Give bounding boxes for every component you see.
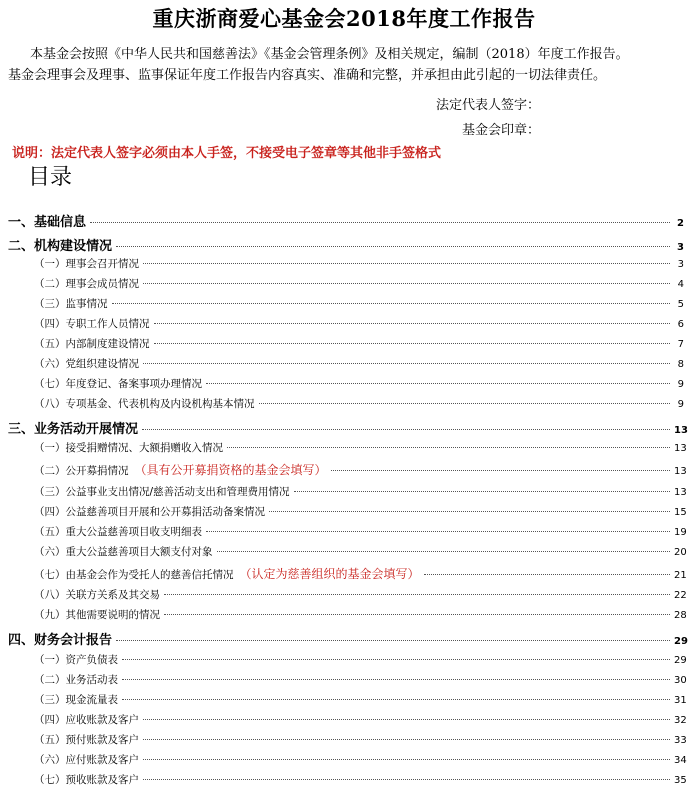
toc-leader-dots — [217, 551, 671, 552]
toc-leader-dots — [143, 759, 670, 760]
toc-entry-label — [0, 629, 112, 648]
toc-title: 目录 — [28, 165, 73, 190]
toc-entry-text: （六）应付账款及客户 — [34, 754, 139, 766]
toc-page-number: 4 — [677, 279, 684, 290]
toc-entry-label — [0, 235, 112, 254]
legal-rep-signature-label: 法定代表人签字： — [436, 98, 541, 113]
toc-entry-text: （八）关联方关系及其交易 — [34, 589, 160, 601]
toc-leader-dots — [143, 283, 670, 284]
toc-entry-text: （七）年度登记、备案事项办理情况 — [34, 378, 202, 390]
toc-subsection-entry[interactable] — [0, 544, 688, 559]
toc-leader-dots — [122, 659, 670, 660]
toc-entry-label — [0, 336, 150, 351]
toc-entry-label — [0, 376, 202, 391]
toc-subsection-entry[interactable] — [0, 732, 688, 747]
toc-leader-dots — [294, 491, 670, 492]
toc-entry-label — [0, 484, 290, 499]
toc-leader-dots — [143, 263, 670, 264]
toc-page-number: 13 — [674, 443, 687, 454]
toc-leader-dots — [206, 531, 670, 532]
toc-entry-label — [0, 607, 160, 622]
toc-entry-note: （认定为慈善组织的基金会填写） — [239, 567, 420, 581]
toc-leader-dots — [122, 699, 670, 700]
toc-page-number: 34 — [674, 755, 687, 766]
toc-page-number: 6 — [677, 319, 684, 330]
toc-leader-dots — [331, 470, 670, 471]
toc-entry-label — [0, 652, 118, 667]
toc-entry-text: 三、业务活动开展情况 — [8, 422, 139, 437]
toc-subsection-entry[interactable] — [0, 565, 688, 582]
report-title: 重庆浙商爱心基金会2018年度工作报告 — [152, 6, 536, 31]
toc-page-number: 30 — [674, 675, 687, 686]
toc-page-number: 8 — [677, 359, 684, 370]
toc-leader-dots — [116, 246, 670, 247]
toc-leader-dots — [142, 429, 670, 430]
toc-entry-label — [0, 732, 139, 747]
toc-page-number: 35 — [674, 775, 687, 786]
toc-entry-text: （六）重大公益慈善项目大额支付对象 — [34, 546, 213, 558]
intro-line-1: 本基金会按照《中华人民共和国慈善法》《基金会管理条例》及相关规定，编制（2018）年度工作报告。 — [30, 47, 629, 62]
toc-entry-label — [0, 356, 139, 371]
toc-subsection-entry[interactable] — [0, 587, 688, 602]
toc-page-number: 13 — [674, 487, 687, 498]
toc-page-number: 2 — [677, 218, 684, 229]
toc-leader-dots — [227, 447, 670, 448]
toc-subsection-entry[interactable] — [0, 752, 688, 767]
toc-entry-note: （具有公开募捐资格的基金会填写） — [134, 463, 327, 477]
seal-label: 基金会印章： — [462, 123, 541, 138]
toc-entry-text: 四、财务会计报告 — [8, 633, 113, 648]
toc-entry-label — [0, 772, 139, 787]
toc-entry-label — [0, 672, 118, 687]
toc-entry-label — [0, 692, 118, 707]
toc-subsection-entry[interactable] — [0, 524, 688, 539]
toc-entry-text: （九）其他需要说明的情况 — [34, 609, 160, 621]
toc-entry-text: （七）预收账款及客户 — [34, 774, 139, 786]
toc-entry-label — [0, 316, 150, 331]
toc-entry-label — [0, 461, 327, 478]
toc-subsection-entry[interactable] — [0, 296, 688, 311]
toc-leader-dots — [269, 511, 670, 512]
toc-subsection-entry[interactable] — [0, 692, 688, 707]
toc-entry-text: （三）公益事业支出情况/慈善活动支出和管理费用情况 — [34, 486, 290, 498]
toc-entry-text: （五）重大公益慈善项目收支明细表 — [34, 526, 202, 538]
toc-section-entry[interactable] — [0, 418, 688, 437]
signature-notice: 说明：法定代表人签字必须由本人手签，不接受电子签章等其他非手签格式 — [12, 146, 442, 161]
toc-page-number: 9 — [677, 399, 684, 410]
toc-page-number: 7 — [677, 339, 684, 350]
toc-subsection-entry[interactable] — [0, 440, 688, 455]
toc-subsection-entry[interactable] — [0, 607, 688, 622]
toc-page-number: 3 — [677, 242, 684, 253]
toc-section-entry[interactable] — [0, 235, 688, 254]
toc-subsection-entry[interactable] — [0, 356, 688, 371]
toc-section-entry[interactable] — [0, 629, 688, 648]
toc-entry-label — [0, 504, 265, 519]
toc-page-number: 29 — [674, 655, 687, 666]
toc-entry-label — [0, 587, 160, 602]
toc-page-number: 33 — [674, 735, 687, 746]
toc-page-number: 19 — [674, 527, 687, 538]
toc-page-number: 13 — [674, 466, 687, 477]
toc-subsection-entry[interactable] — [0, 256, 688, 271]
toc-subsection-entry[interactable] — [0, 376, 688, 391]
toc-entry-text: 一、基础信息 — [8, 215, 87, 230]
toc-entry-text: （八）专项基金、代表机构及内设机构基本情况 — [34, 398, 255, 410]
toc-leader-dots — [424, 574, 670, 575]
toc-subsection-entry[interactable] — [0, 276, 688, 291]
toc-page-number: 20 — [674, 547, 687, 558]
toc-entry-text: 二、机构建设情况 — [8, 239, 113, 254]
toc-entry-label — [0, 752, 139, 767]
toc-page-number: 29 — [674, 636, 688, 647]
toc-entry-label — [0, 524, 202, 539]
toc-entry-label — [0, 712, 139, 727]
toc-entry-text: （一）理事会召开情况 — [34, 258, 139, 270]
toc-section-entry[interactable] — [0, 211, 688, 230]
toc-subsection-entry[interactable] — [0, 504, 688, 519]
toc-leader-dots — [122, 679, 670, 680]
toc-entry-label — [0, 256, 139, 271]
toc-entry-label — [0, 276, 139, 291]
toc-subsection-entry[interactable] — [0, 461, 688, 478]
toc-entry-text: （三）监事情况 — [34, 298, 108, 310]
toc-entry-text: （一）接受捐赠情况、大额捐赠收入情况 — [34, 442, 223, 454]
toc-entry-text: （四）公益慈善项目开展和公开募捐活动备案情况 — [34, 506, 265, 518]
toc-entry-text: （六）党组织建设情况 — [34, 358, 139, 370]
toc-leader-dots — [154, 343, 671, 344]
toc-subsection-entry[interactable] — [0, 652, 688, 667]
toc-entry-text: （七）由基金会作为受托人的慈善信托情况 — [34, 569, 234, 581]
toc-entry-text: （三）现金流量表 — [34, 694, 118, 706]
toc-leader-dots — [90, 222, 670, 223]
toc-entry-label — [0, 396, 255, 411]
toc-entry-text: （四）应收账款及客户 — [34, 714, 139, 726]
toc-entry-text: （二）业务活动表 — [34, 674, 118, 686]
toc-entry-text: （五）预付账款及客户 — [34, 734, 139, 746]
toc-leader-dots — [164, 614, 670, 615]
toc-entry-label — [0, 418, 138, 437]
toc-entry-text: （四）专职工作人员情况 — [34, 318, 150, 330]
toc-entry-label — [0, 296, 108, 311]
toc-entry-text: （五）内部制度建设情况 — [34, 338, 150, 350]
toc-subsection-entry[interactable] — [0, 316, 688, 331]
toc-leader-dots — [112, 303, 671, 304]
toc-page-number: 21 — [674, 570, 687, 581]
toc-page-number: 13 — [674, 425, 688, 436]
toc-page-number: 5 — [677, 299, 684, 310]
toc-subsection-entry[interactable] — [0, 336, 688, 351]
toc-subsection-entry[interactable] — [0, 772, 688, 787]
toc-entry-label — [0, 544, 213, 559]
toc-entry-text: （二）公开募捐情况 — [34, 465, 129, 477]
toc-leader-dots — [143, 363, 670, 364]
toc-leader-dots — [143, 739, 670, 740]
toc-page-number: 31 — [674, 695, 687, 706]
toc-subsection-entry[interactable] — [0, 484, 688, 499]
toc-page-number: 22 — [674, 590, 687, 601]
toc-leader-dots — [259, 403, 671, 404]
toc-leader-dots — [143, 719, 670, 720]
toc-leader-dots — [143, 779, 670, 780]
toc-leader-dots — [154, 323, 671, 324]
toc-entry-text: （一）资产负债表 — [34, 654, 118, 666]
toc-page-number: 32 — [674, 715, 687, 726]
toc-entry-label — [0, 440, 223, 455]
toc-page-number: 9 — [677, 379, 684, 390]
toc-subsection-entry[interactable] — [0, 672, 688, 687]
toc-page-number: 15 — [674, 507, 687, 518]
toc-leader-dots — [116, 640, 670, 641]
toc-entry-label — [0, 565, 420, 582]
intro-line-2: 基金会理事会及理事、监事保证年度工作报告内容真实、准确和完整，并承担由此引起的一切法律责任。 — [8, 68, 607, 83]
toc-leader-dots — [164, 594, 670, 595]
toc-entry-text: （二）理事会成员情况 — [34, 278, 139, 290]
toc-entry-label — [0, 211, 86, 230]
toc-leader-dots — [206, 383, 670, 384]
toc-page-number: 28 — [674, 610, 687, 621]
toc-subsection-entry[interactable] — [0, 712, 688, 727]
toc-subsection-entry[interactable] — [0, 396, 688, 411]
toc-page-number: 3 — [677, 259, 684, 270]
